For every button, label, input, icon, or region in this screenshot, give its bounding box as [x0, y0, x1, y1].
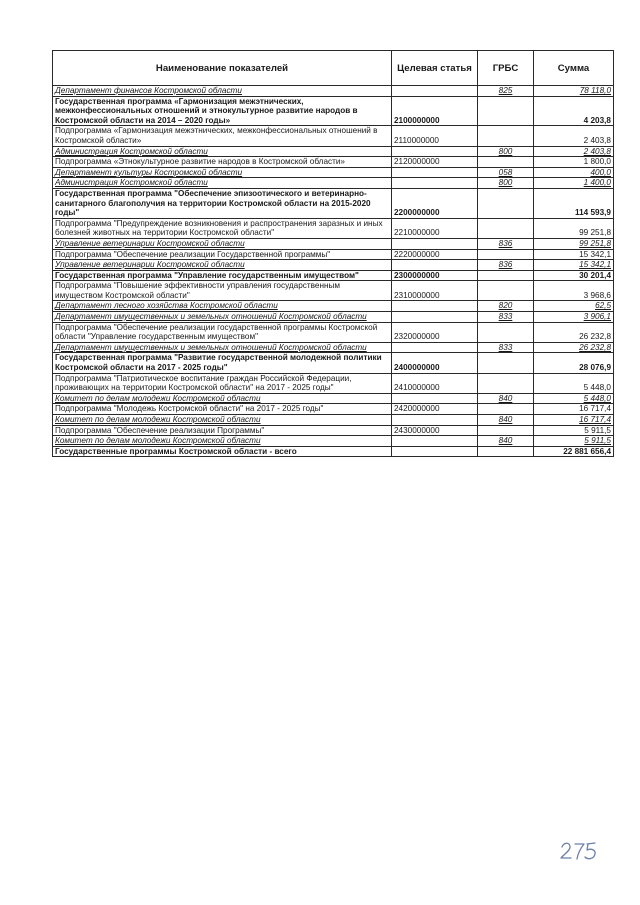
row-name: Государственная программа "Развитие государственной молодежной политики Костромской области на 2017 - 2025 годы" — [53, 353, 392, 373]
row-target-article — [392, 446, 478, 457]
row-sum: 1 400,0 — [534, 178, 614, 189]
table-row-prog — [53, 353, 614, 373]
row-grbs: 825 — [478, 86, 534, 97]
table-body — [53, 86, 614, 457]
table-row-dept — [53, 393, 614, 404]
row-sum: 99 251,8 — [534, 218, 614, 238]
header-name: Наименование показателей — [53, 51, 392, 86]
row-name: Администрация Костромской области — [53, 146, 392, 157]
table-row-sub — [53, 281, 614, 301]
row-sum: 5 448,0 — [534, 393, 614, 404]
row-name: Департамент культуры Костромской области — [53, 167, 392, 178]
row-grbs — [478, 126, 534, 146]
row-target-article — [392, 415, 478, 426]
row-name: Подпрограмма "Обеспечение реализации государственной программы Костромской области "Управление государственным имуществом" — [53, 322, 392, 342]
row-grbs — [478, 270, 534, 281]
table-row-dept — [53, 238, 614, 249]
row-sum: 5 448,0 — [534, 373, 614, 393]
row-sum: 4 203,8 — [534, 96, 614, 126]
table-row-dept — [53, 342, 614, 353]
table-row-prog — [53, 96, 614, 126]
row-grbs — [478, 322, 534, 342]
header-target-article: Целевая статья — [392, 51, 478, 86]
row-grbs — [478, 425, 534, 436]
row-sum: 5 911,5 — [534, 436, 614, 447]
row-name: Подпрограмма «Этнокультурное развитие народов в Костромской области» — [53, 157, 392, 168]
row-sum: 400,0 — [534, 167, 614, 178]
row-sum: 5 911,5 — [534, 425, 614, 436]
row-target-article: 2110000000 — [392, 126, 478, 146]
table-row-dept — [53, 260, 614, 271]
row-target-article — [392, 86, 478, 97]
row-target-article: 2310000000 — [392, 281, 478, 301]
row-grbs — [478, 446, 534, 457]
row-grbs: 820 — [478, 301, 534, 312]
row-name: Департамент лесного хозяйства Костромской области — [53, 301, 392, 312]
row-name: Подпрограмма "Обеспечение реализации Программы" — [53, 425, 392, 436]
row-name: Комитет по делам молодежи Костромской области — [53, 436, 392, 447]
table-row-dept — [53, 146, 614, 157]
row-name: Подпрограмма "Обеспечение реализации Государственной программы" — [53, 249, 392, 260]
row-grbs: 800 — [478, 146, 534, 157]
row-grbs: 840 — [478, 436, 534, 447]
table-row-sub — [53, 322, 614, 342]
table-row-dept — [53, 301, 614, 312]
table-row-sub — [53, 157, 614, 168]
row-grbs: 836 — [478, 238, 534, 249]
row-grbs: 840 — [478, 393, 534, 404]
header-grbs: ГРБС — [478, 51, 534, 86]
table-row-sub — [53, 404, 614, 415]
row-target-article: 2320000000 — [392, 322, 478, 342]
row-target-article: 2200000000 — [392, 188, 478, 218]
budget-document — [52, 50, 613, 457]
row-grbs — [478, 281, 534, 301]
table-header-row — [53, 51, 614, 86]
row-name: Подпрограмма «Гармонизация межэтнических, межконфессиональных отношений в Костромской области» — [53, 126, 392, 146]
row-target-article — [392, 393, 478, 404]
row-target-article — [392, 238, 478, 249]
header-sum: Сумма — [534, 51, 614, 86]
row-target-article — [392, 436, 478, 447]
row-name: Подпрограмма "Молодежь Костромской области" на 2017 - 2025 годы" — [53, 404, 392, 415]
row-grbs: 836 — [478, 260, 534, 271]
row-name: Управление ветеринарии Костромской области — [53, 260, 392, 271]
table-row-dept — [53, 415, 614, 426]
table-row-sub — [53, 218, 614, 238]
row-grbs: 833 — [478, 342, 534, 353]
row-sum: 99 251,8 — [534, 238, 614, 249]
row-grbs — [478, 96, 534, 126]
row-target-article: 2300000000 — [392, 270, 478, 281]
row-sum: 22 881 656,4 — [534, 446, 614, 457]
row-grbs — [478, 249, 534, 260]
table-row-dept — [53, 86, 614, 97]
row-grbs — [478, 404, 534, 415]
table-row-total — [53, 446, 614, 457]
row-target-article: 2410000000 — [392, 373, 478, 393]
row-name: Государственная программа "Обеспечение эпизоотического и ветеринарно-санитарного благополучия на территории Костромской области на 2015-2020 годы" — [53, 188, 392, 218]
table-row-dept — [53, 312, 614, 323]
row-target-article — [392, 260, 478, 271]
row-target-article: 2220000000 — [392, 249, 478, 260]
row-target-article — [392, 167, 478, 178]
table-row-sub — [53, 373, 614, 393]
table-row-prog — [53, 188, 614, 218]
row-grbs — [478, 218, 534, 238]
row-sum: 28 076,9 — [534, 353, 614, 373]
row-sum: 16 717,4 — [534, 415, 614, 426]
row-name: Департамент финансов Костромской области — [53, 86, 392, 97]
row-name: Комитет по делам молодежи Костромской области — [53, 393, 392, 404]
row-name: Администрация Костромской области — [53, 178, 392, 189]
row-grbs: 840 — [478, 415, 534, 426]
row-sum: 78 118,0 — [534, 86, 614, 97]
row-target-article — [392, 146, 478, 157]
row-grbs: 058 — [478, 167, 534, 178]
row-target-article — [392, 301, 478, 312]
row-sum: 1 800,0 — [534, 157, 614, 168]
row-target-article: 2100000000 — [392, 96, 478, 126]
row-sum: 30 201,4 — [534, 270, 614, 281]
table-row-sub — [53, 425, 614, 436]
row-name: Государственные программы Костромской области - всего — [53, 446, 392, 457]
row-name: Подпрограмма "Патриотическое воспитание граждан Российской Федерации, проживающих на территории Костромской области" на 2017 - 2025 годы" — [53, 373, 392, 393]
table-row-dept — [53, 436, 614, 447]
row-name: Подпрограмма "Предупреждение возникновения и распространения заразных и иных болезней животных на территории Костромской области" — [53, 218, 392, 238]
row-sum: 3 968,6 — [534, 281, 614, 301]
row-sum: 62,5 — [534, 301, 614, 312]
row-name: Комитет по делам молодежи Костромской области — [53, 415, 392, 426]
handwritten-page-number-mark — [558, 838, 608, 864]
row-grbs — [478, 157, 534, 168]
row-grbs — [478, 188, 534, 218]
row-target-article — [392, 312, 478, 323]
row-target-article: 2120000000 — [392, 157, 478, 168]
row-grbs — [478, 373, 534, 393]
row-grbs — [478, 353, 534, 373]
row-sum: 2 403,8 — [534, 126, 614, 146]
table-row-sub — [53, 126, 614, 146]
table-row-dept — [53, 178, 614, 189]
row-name: Государственная программа "Управление государственным имуществом" — [53, 270, 392, 281]
row-name: Департамент имущественных и земельных отношений Костромской области — [53, 312, 392, 323]
table-row-sub — [53, 249, 614, 260]
row-target-article — [392, 342, 478, 353]
row-grbs: 800 — [478, 178, 534, 189]
row-target-article: 2430000000 — [392, 425, 478, 436]
row-sum: 16 717,4 — [534, 404, 614, 415]
table-row-dept — [53, 167, 614, 178]
row-name: Государственная программа «Гармонизация межэтнических, межконфессиональных отношений и этнокультурное развитие народов в Костромской области на 2014 – 2020 годы» — [53, 96, 392, 126]
row-sum: 114 593,9 — [534, 188, 614, 218]
row-name: Департамент имущественных и земельных отношений Костромской области — [53, 342, 392, 353]
row-sum: 3 906,1 — [534, 312, 614, 323]
row-sum: 2 403,8 — [534, 146, 614, 157]
budget-table — [52, 50, 614, 457]
table-row-prog — [53, 270, 614, 281]
row-target-article: 2210000000 — [392, 218, 478, 238]
row-target-article: 2400000000 — [392, 353, 478, 373]
row-sum: 15 342,1 — [534, 260, 614, 271]
row-name: Подпрограмма "Повышение эффективности управления государственным имуществом Костромской области" — [53, 281, 392, 301]
row-name: Управление ветеринарии Костромской области — [53, 238, 392, 249]
row-sum: 15 342,1 — [534, 249, 614, 260]
row-grbs: 833 — [478, 312, 534, 323]
row-target-article — [392, 178, 478, 189]
row-sum: 26 232,8 — [534, 322, 614, 342]
row-target-article: 2420000000 — [392, 404, 478, 415]
row-sum: 26 232,8 — [534, 342, 614, 353]
